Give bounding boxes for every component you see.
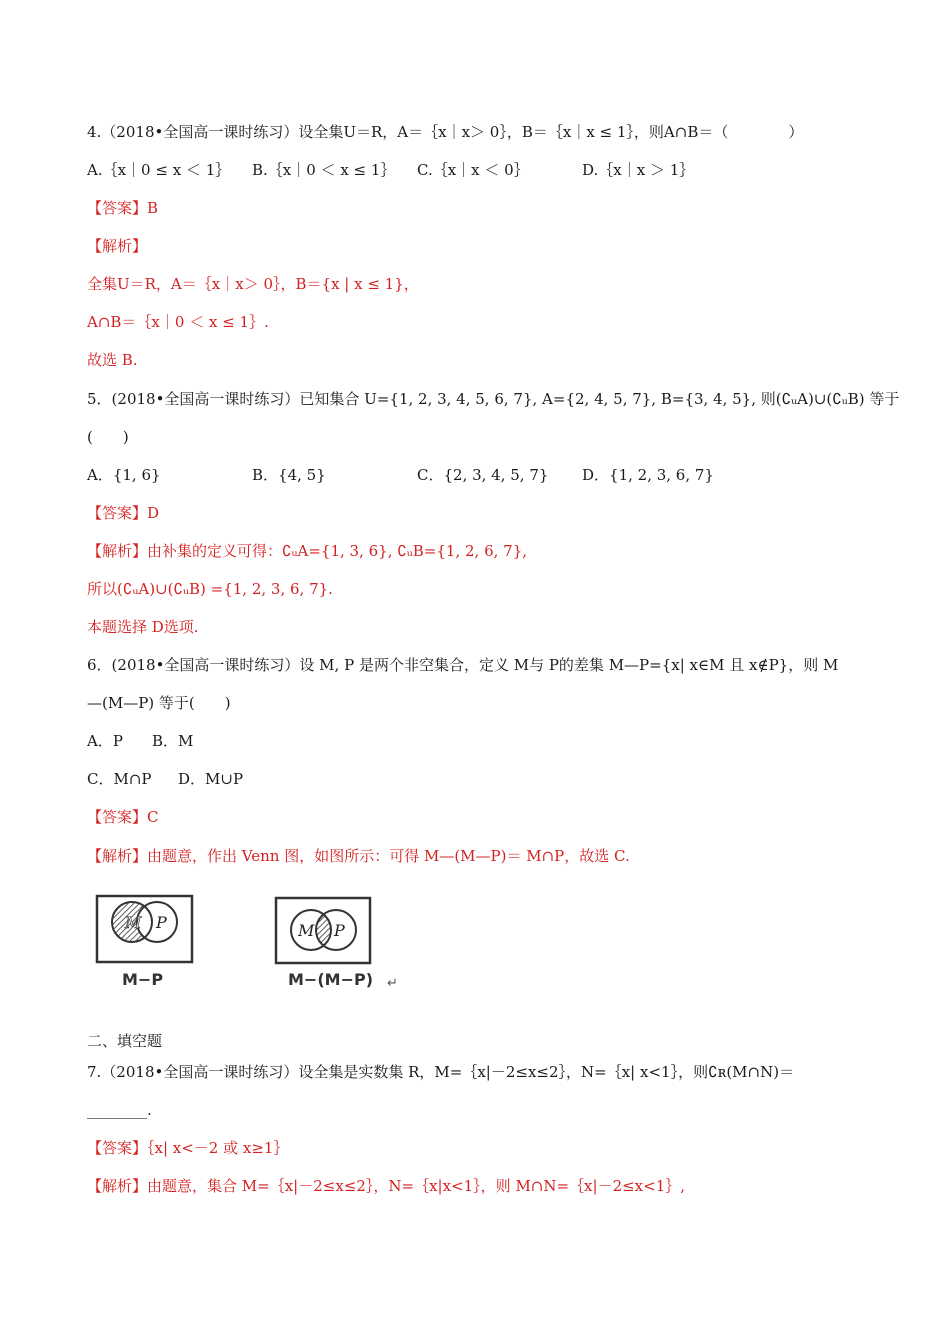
return-mark-icon: ↵	[387, 976, 398, 990]
q6-option-c: C．M∩P	[87, 770, 152, 788]
q4-option-b: B.｛x｜0 ＜ x ≤ 1｝	[252, 161, 396, 179]
circle-label-p: P	[334, 921, 345, 940]
q6-option-b: B．M	[152, 732, 194, 750]
q5-option-c: C．{2, 3, 4, 5, 7}	[417, 466, 549, 484]
circle-label-p: P	[156, 913, 167, 932]
q4-analysis-title: 【解析】	[87, 237, 148, 255]
q4-analysis-line: A∩B＝｛x｜0 ＜ x ≤ 1｝.	[87, 313, 269, 331]
q4-option-a: A.｛x｜0 ≤ x ＜ 1｝	[87, 161, 231, 179]
q4-answer: 【答案】B	[87, 199, 159, 217]
q5-answer: 【答案】D	[87, 504, 160, 522]
venn-diagram-m-minus-p	[97, 896, 192, 962]
q6-option-a: A．P	[87, 732, 123, 750]
q7-stem: 7.（2018•全国高一课时练习）设全集是实数集 R，M=｛x|－2≤x≤2｝，N=｛x| x<1｝，则∁ʀ(M∩N)＝	[87, 1063, 795, 1081]
circle-label-m: M	[125, 913, 142, 932]
q4-stem: 4.（2018•全国高一课时练习）设全集U＝R，A＝｛x｜x＞ 0｝，B＝｛x｜x ≤ 1｝，则A∩B＝（ ）	[87, 123, 804, 141]
q7-answer: 【答案】｛x| x<－2 或 x≥1｝	[87, 1139, 289, 1157]
q5-option-b: B．{4, 5}	[252, 466, 326, 484]
q5-analysis-line: 【解析】由补集的定义可得：∁ᵤA={1, 3, 6}, ∁ᵤB={1, 2, 6, 7},	[87, 542, 528, 560]
q6-stem-cont: —(M—P) 等于( )	[87, 694, 231, 712]
q7-analysis: 【解析】由题意，集合 M=｛x|－2≤x≤2｝，N=｛x|x<1｝，则 M∩N=｛x|－2≤x<1｝,	[87, 1177, 686, 1195]
q6-answer: 【答案】C	[87, 808, 159, 826]
q4-analysis-line: 故选 B.	[87, 351, 138, 369]
venn-figure	[90, 890, 410, 990]
q5-analysis-line: 所以(∁ᵤA)∪(∁ᵤB) ={1, 2, 3, 6, 7}.	[87, 580, 333, 598]
section-title: 二、填空题	[87, 1032, 163, 1050]
venn-caption-right: M−(M−P)	[288, 970, 374, 989]
venn-caption-left: M−P	[122, 970, 164, 989]
q4-option-c: C.｛x｜x ＜ 0｝	[417, 161, 529, 179]
q4-option-d: D.｛x｜x ＞ 1｝	[582, 161, 695, 179]
q5-stem: 5．(2018•全国高一课时练习）已知集合 U={1, 2, 3, 4, 5, 6, 7}, A={2, 4, 5, 7}, B={3, 4, 5}, 则(∁ᵤA)∪(∁ᵤB) 等于	[87, 390, 900, 408]
circle-label-m: M	[298, 921, 315, 940]
q5-stem-cont: ( )	[87, 428, 129, 446]
q5-option-d: D．{1, 2, 3, 6, 7}	[582, 466, 714, 484]
q4-analysis-line: 全集U＝R，A＝｛x｜x＞ 0｝，B＝{x | x ≤ 1}，	[87, 275, 419, 293]
q5-option-a: A．{1, 6}	[87, 466, 161, 484]
q6-option-d: D．M∪P	[178, 770, 244, 788]
q6-analysis: 【解析】由题意，作出 Venn 图，如图所示：可得 M—(M—P)＝ M∩P，故选 C.	[87, 847, 630, 865]
venn-diagram-m-minus-m-minus-p	[276, 898, 370, 963]
q7-blank: ________.	[87, 1101, 152, 1119]
q5-analysis-line: 本题选择 D选项.	[87, 618, 199, 636]
q6-stem: 6．(2018•全国高一课时练习）设 M, P 是两个非空集合，定义 M与 P的差集 M—P={x| x∈M 且 x∉P}，则 M	[87, 656, 839, 674]
